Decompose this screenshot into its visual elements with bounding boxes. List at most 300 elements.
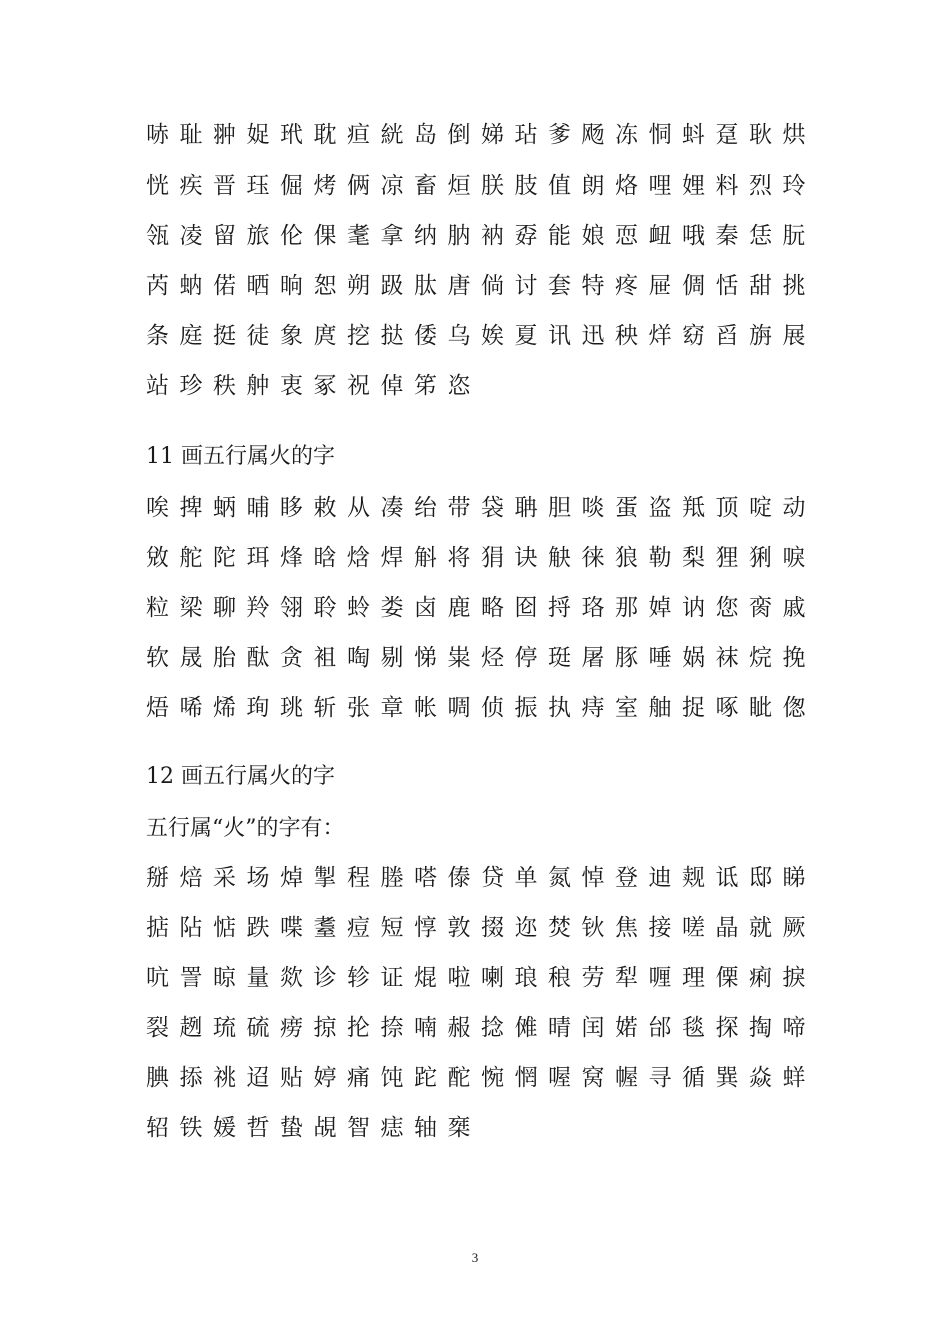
hanzi-char: 轸 — [347, 965, 370, 991]
hanzi-char: 戚 — [782, 595, 806, 621]
hanzi-char: 条 — [146, 323, 169, 349]
hanzi-char: 挖 — [347, 323, 370, 349]
hanzi-char: 烷 — [749, 645, 772, 671]
hanzi-char: 脔 — [749, 595, 772, 621]
hanzi-char: 啁 — [447, 695, 471, 721]
hanzi-char: 娘 — [581, 223, 605, 249]
hanzi-char: 畜 — [414, 173, 437, 199]
hanzi-char: 挽 — [782, 645, 806, 671]
char-line — [146, 268, 826, 304]
hanzi-char: 蛘 — [782, 1065, 806, 1091]
char-line — [146, 318, 826, 354]
hanzi-char: 耿 — [749, 122, 772, 148]
hanzi-char: 啶 — [749, 495, 772, 521]
hanzi-char: 短 — [380, 915, 404, 941]
hanzi-char: 掂 — [146, 915, 169, 941]
hanzi-char: 氮 — [548, 865, 571, 891]
hanzi-char: 偬 — [782, 695, 806, 721]
hanzi-char: 您 — [715, 595, 739, 621]
hanzi-char: 聊 — [213, 595, 236, 621]
hanzi-char: 秦 — [715, 223, 739, 249]
hanzi-char: 趸 — [715, 122, 739, 148]
hanzi-char: 肢 — [514, 173, 538, 199]
hanzi-char: 羝 — [682, 495, 705, 521]
hanzi-char: 掰 — [146, 865, 169, 891]
hanzi-char: 椉 — [447, 1115, 471, 1141]
hanzi-char: 将 — [447, 545, 471, 571]
hanzi-char: 纳 — [414, 223, 437, 249]
section-heading-11: 11 画五行属火的字 — [146, 444, 335, 469]
hanzi-char: 张 — [347, 695, 370, 721]
hanzi-char: 蚋 — [179, 273, 203, 299]
hanzi-char: 蛰 — [280, 1115, 303, 1141]
hanzi-char: 袋 — [481, 495, 504, 521]
hanzi-char: 剔 — [380, 645, 404, 671]
hanzi-char: 烤 — [313, 173, 337, 199]
hanzi-char: 特 — [581, 273, 605, 299]
hanzi-char: 哦 — [682, 223, 705, 249]
hanzi-char: 铁 — [179, 1115, 203, 1141]
hanzi-char: 绐 — [414, 495, 437, 521]
hanzi-char: 捩 — [782, 965, 806, 991]
hanzi-char: 晴 — [548, 1015, 571, 1041]
hanzi-char: 痔 — [581, 695, 605, 721]
hanzi-char: 舳 — [648, 695, 672, 721]
hanzi-char: 旃 — [749, 323, 772, 349]
hanzi-char: 冻 — [615, 122, 638, 148]
hanzi-char: 庭 — [179, 323, 203, 349]
hanzi-char: 瓴 — [146, 223, 169, 249]
hanzi-char: 袜 — [715, 645, 739, 671]
hanzi-char: 倘 — [481, 273, 504, 299]
hanzi-char: 塍 — [380, 865, 404, 891]
hanzi-char: 秧 — [615, 323, 638, 349]
hanzi-char: 接 — [648, 915, 672, 941]
char-line — [146, 960, 826, 996]
hanzi-char: 媛 — [213, 1115, 236, 1141]
hanzi-char: 喔 — [548, 1065, 571, 1091]
hanzi-char: 乌 — [447, 323, 471, 349]
hanzi-char: 蛃 — [213, 495, 236, 521]
hanzi-char: 啼 — [782, 1015, 806, 1041]
hanzi-char: 烯 — [213, 695, 236, 721]
hanzi-char: 凑 — [380, 495, 404, 521]
hanzi-char: 迅 — [581, 323, 605, 349]
hanzi-char: 衷 — [280, 373, 303, 399]
char-line — [146, 1010, 826, 1046]
hanzi-char: 觖 — [548, 545, 571, 571]
hanzi-char: 捭 — [179, 495, 203, 521]
hanzi-char: 迩 — [514, 915, 538, 941]
char-line — [146, 540, 826, 576]
hanzi-char: 痢 — [749, 965, 772, 991]
hanzi-char: 耋 — [313, 915, 337, 941]
hanzi-char: 章 — [380, 695, 404, 721]
hanzi-char: 焜 — [414, 965, 437, 991]
hanzi-char: 耽 — [313, 122, 337, 148]
hanzi-char: 嗒 — [414, 865, 437, 891]
hanzi-char: 玲 — [782, 173, 806, 199]
hanzi-char: 觌 — [682, 865, 705, 891]
hanzi-char: 阽 — [179, 915, 203, 941]
hanzi-char: 唏 — [179, 695, 203, 721]
hanzi-char: 衄 — [648, 223, 672, 249]
hanzi-char: 胆 — [548, 495, 571, 521]
section-subheading-12: 五行属“火”的字有： — [146, 816, 345, 841]
hanzi-char: 惋 — [481, 1065, 504, 1091]
hanzi-char: 芮 — [146, 273, 169, 299]
hanzi-char: 倭 — [414, 323, 437, 349]
hanzi-char: 焦 — [615, 915, 638, 941]
hanzi-char: 烜 — [447, 173, 471, 199]
hanzi-char: 跌 — [246, 915, 270, 941]
hanzi-char: 抡 — [347, 1015, 370, 1041]
hanzi-char: 舀 — [715, 323, 739, 349]
char-line — [146, 640, 826, 676]
hanzi-char: 讨 — [514, 273, 538, 299]
hanzi-char: 烈 — [749, 173, 772, 199]
hanzi-char: 蛋 — [615, 495, 638, 521]
hanzi-char: 恧 — [615, 223, 638, 249]
hanzi-char: 晶 — [715, 915, 739, 941]
hanzi-char: 焓 — [347, 545, 370, 571]
hanzi-char: 循 — [682, 1065, 705, 1091]
hanzi-char: 邰 — [648, 1015, 672, 1041]
hanzi-char: 羚 — [246, 595, 270, 621]
hanzi-char: 徒 — [246, 323, 270, 349]
hanzi-char: 祝 — [347, 373, 370, 399]
hanzi-char: 倜 — [682, 273, 705, 299]
hanzi-char: 挞 — [380, 323, 404, 349]
hanzi-char: 斩 — [313, 695, 337, 721]
hanzi-char: 量 — [246, 965, 270, 991]
char-line — [146, 1060, 826, 1096]
hanzi-char: 舯 — [246, 373, 270, 399]
hanzi-char: 夏 — [514, 323, 538, 349]
hanzi-char: 冢 — [313, 373, 337, 399]
hanzi-char: 晡 — [246, 495, 270, 521]
hanzi-char: 衲 — [481, 223, 504, 249]
hanzi-char: 岛 — [414, 122, 437, 148]
hanzi-char: 晗 — [313, 545, 337, 571]
hanzi-char: 狼 — [615, 545, 638, 571]
hanzi-char: 疾 — [179, 173, 203, 199]
hanzi-char: 诋 — [715, 865, 739, 891]
hanzi-char: 疸 — [347, 122, 370, 148]
hanzi-char: 笫 — [414, 373, 437, 399]
hanzi-char: 酡 — [447, 1065, 471, 1091]
hanzi-char: 留 — [213, 223, 236, 249]
hanzi-char: 舵 — [179, 545, 203, 571]
hanzi-char: 珽 — [548, 645, 571, 671]
hanzi-char: 窝 — [581, 1065, 605, 1091]
hanzi-char: 哧 — [146, 122, 169, 148]
hanzi-char: 套 — [548, 273, 571, 299]
hanzi-char: 痨 — [280, 1015, 303, 1041]
hanzi-char: 焊 — [380, 545, 404, 571]
hanzi-char: 卤 — [414, 595, 437, 621]
hanzi-char: 闰 — [581, 1015, 605, 1041]
hanzi-char: 珣 — [246, 695, 270, 721]
hanzi-char: 振 — [514, 695, 538, 721]
hanzi-char: 掇 — [481, 915, 504, 941]
hanzi-char: 焐 — [146, 695, 169, 721]
hanzi-char: 玷 — [514, 122, 538, 148]
hanzi-char: 顶 — [715, 495, 739, 521]
hanzi-char: 趿 — [380, 273, 404, 299]
hanzi-char: 喱 — [648, 965, 672, 991]
hanzi-char: 琉 — [213, 1015, 236, 1041]
hanzi-char: 探 — [715, 1015, 739, 1041]
hanzi-char: 轴 — [414, 1115, 437, 1141]
hanzi-char: 腆 — [146, 1065, 169, 1091]
hanzi-char: 倬 — [380, 373, 404, 399]
hanzi-char: 掣 — [313, 865, 337, 891]
hanzi-char: 晾 — [213, 965, 236, 991]
hanzi-char: 焱 — [749, 1065, 772, 1091]
hanzi-char: 窈 — [682, 323, 705, 349]
hanzi-char: 登 — [615, 865, 638, 891]
hanzi-char: 恣 — [447, 373, 471, 399]
hanzi-char: 耻 — [179, 122, 203, 148]
hanzi-char: 略 — [481, 595, 504, 621]
hanzi-char: 陀 — [213, 545, 236, 571]
hanzi-char: 掏 — [749, 1015, 772, 1041]
hanzi-char: 朕 — [481, 173, 504, 199]
hanzi-char: 挑 — [782, 273, 806, 299]
hanzi-char: 帐 — [414, 695, 437, 721]
hanzi-char: 痣 — [380, 1115, 404, 1141]
hanzi-char: 邸 — [749, 865, 772, 891]
hanzi-char: 凉 — [380, 173, 404, 199]
hanzi-char: 晒 — [246, 273, 270, 299]
hanzi-char: 场 — [246, 865, 270, 891]
hanzi-char: 轺 — [146, 1115, 169, 1141]
hanzi-char: 赧 — [447, 1015, 471, 1041]
hanzi-char: 裂 — [146, 1015, 169, 1041]
hanzi-char: 烃 — [481, 645, 504, 671]
hanzi-char: 旅 — [246, 223, 270, 249]
hanzi-char: 挺 — [213, 323, 236, 349]
char-line — [146, 368, 826, 404]
hanzi-char: 狷 — [481, 545, 504, 571]
hanzi-char: 能 — [548, 223, 571, 249]
hanzi-char: 肽 — [414, 273, 437, 299]
hanzi-char: 哩 — [648, 173, 672, 199]
hanzi-char: 祧 — [213, 1065, 236, 1091]
hanzi-char: 啄 — [715, 695, 739, 721]
hanzi-char: 嗟 — [682, 915, 705, 941]
hanzi-char: 珏 — [246, 173, 270, 199]
hanzi-char: 娄 — [380, 595, 404, 621]
hanzi-char: 珥 — [246, 545, 270, 571]
hanzi-char: 迪 — [648, 865, 672, 891]
hanzi-char: 娣 — [481, 122, 504, 148]
hanzi-char: 从 — [347, 495, 370, 521]
hanzi-char: 停 — [514, 645, 538, 671]
hanzi-char: 讷 — [682, 595, 705, 621]
hanzi-char: 粜 — [447, 645, 471, 671]
hanzi-char: 掭 — [179, 1065, 203, 1091]
hanzi-char: 证 — [380, 965, 404, 991]
hanzi-char: 啕 — [347, 645, 370, 671]
char-line — [146, 490, 826, 526]
hanzi-char: 幄 — [615, 1065, 638, 1091]
hanzi-char: 那 — [615, 595, 638, 621]
hanzi-char: 恍 — [146, 173, 169, 199]
char-line — [146, 168, 826, 204]
hanzi-char: 巽 — [715, 1065, 739, 1091]
hanzi-char: 钬 — [581, 915, 605, 941]
hanzi-char: 聃 — [514, 495, 538, 521]
hanzi-char: 俩 — [347, 173, 370, 199]
hanzi-char: 徕 — [581, 545, 605, 571]
hanzi-char: 带 — [447, 495, 471, 521]
hanzi-char: 诊 — [313, 965, 337, 991]
hanzi-char: 贪 — [280, 645, 303, 671]
hanzi-char: 覘 — [313, 1115, 337, 1141]
hanzi-char: 梨 — [682, 545, 705, 571]
hanzi-char: 蛉 — [347, 595, 370, 621]
hanzi-char: 粒 — [146, 595, 169, 621]
hanzi-char: 贷 — [481, 865, 504, 891]
hanzi-char: 眵 — [280, 495, 303, 521]
hanzi-char: 贴 — [280, 1065, 303, 1091]
hanzi-char: 盗 — [648, 495, 672, 521]
hanzi-char: 喃 — [414, 1015, 437, 1041]
hanzi-char: 料 — [715, 173, 739, 199]
hanzi-char: 跎 — [414, 1065, 437, 1091]
hanzi-char: 梁 — [179, 595, 203, 621]
hanzi-char: 朊 — [782, 223, 806, 249]
hanzi-char: 猁 — [749, 545, 772, 571]
hanzi-char: 晟 — [179, 645, 203, 671]
hanzi-char: 值 — [548, 173, 571, 199]
hanzi-char: 酞 — [246, 645, 270, 671]
hanzi-char: 啦 — [447, 965, 471, 991]
hanzi-char: 恫 — [648, 122, 672, 148]
char-line — [146, 218, 826, 254]
hanzi-char: 惇 — [414, 915, 437, 941]
hanzi-char: 屠 — [581, 645, 605, 671]
hanzi-char: 庹 — [313, 323, 337, 349]
hanzi-char: 珍 — [179, 373, 203, 399]
hanzi-char: 蚪 — [682, 122, 705, 148]
hanzi-char: 侦 — [481, 695, 504, 721]
hanzi-char: 伦 — [280, 223, 303, 249]
hanzi-char: 欻 — [280, 965, 303, 991]
char-line — [146, 690, 826, 726]
hanzi-char: 硫 — [246, 1015, 270, 1041]
hanzi-char: 哲 — [246, 1115, 270, 1141]
hanzi-char: 烊 — [648, 323, 672, 349]
hanzi-char: 拿 — [380, 223, 404, 249]
hanzi-char: 唐 — [447, 273, 471, 299]
hanzi-char: 傈 — [715, 965, 739, 991]
hanzi-char: 痛 — [347, 1065, 370, 1091]
hanzi-char: 痘 — [347, 915, 370, 941]
hanzi-char: 敕 — [313, 495, 337, 521]
hanzi-char: 珧 — [280, 695, 303, 721]
hanzi-char: 翀 — [213, 122, 236, 148]
hanzi-char: 屉 — [648, 273, 672, 299]
hanzi-char: 唉 — [146, 495, 169, 521]
hanzi-char: 恁 — [749, 223, 772, 249]
char-line — [146, 1110, 826, 1146]
hanzi-char: 烘 — [782, 122, 806, 148]
hanzi-char: 唳 — [782, 545, 806, 571]
hanzi-char: 傣 — [447, 865, 471, 891]
hanzi-char: 睇 — [782, 865, 806, 891]
hanzi-char: 翎 — [280, 595, 303, 621]
hanzi-char: 勒 — [648, 545, 672, 571]
hanzi-char: 晌 — [280, 273, 303, 299]
hanzi-char: 玳 — [280, 122, 303, 148]
hanzi-char: 喇 — [481, 965, 504, 991]
section-heading-12: 12 画五行属火的字 — [146, 764, 335, 789]
hanzi-char: 倒 — [447, 122, 471, 148]
hanzi-char: 理 — [682, 965, 705, 991]
hanzi-char: 迢 — [246, 1065, 270, 1091]
hanzi-char: 烙 — [615, 173, 638, 199]
hanzi-char: 犁 — [615, 965, 638, 991]
hanzi-char: 甜 — [749, 273, 772, 299]
hanzi-char: 唾 — [648, 645, 672, 671]
hanzi-char: 倔 — [280, 173, 303, 199]
hanzi-char: 詈 — [179, 965, 203, 991]
hanzi-char: 惦 — [213, 915, 236, 941]
hanzi-char: 豚 — [615, 645, 638, 671]
hanzi-char: 偌 — [213, 273, 236, 299]
hanzi-char: 珞 — [581, 595, 605, 621]
page-number: 3 — [471, 1250, 479, 1265]
hanzi-char: 娲 — [682, 645, 705, 671]
hanzi-char: 焚 — [548, 915, 571, 941]
hanzi-char: 智 — [347, 1115, 370, 1141]
hanzi-char: 趔 — [179, 1015, 203, 1041]
hanzi-char: 晋 — [213, 173, 236, 199]
hanzi-char: 傩 — [514, 1015, 538, 1041]
hanzi-char: 朔 — [347, 273, 370, 299]
char-line — [146, 860, 826, 896]
hanzi-char: 就 — [749, 915, 772, 941]
hanzi-char: 娭 — [481, 323, 504, 349]
hanzi-char: 展 — [782, 323, 806, 349]
hanzi-char: 恕 — [313, 273, 337, 299]
hanzi-char: 捋 — [548, 595, 571, 621]
hanzi-char: 捉 — [682, 695, 705, 721]
hanzi-char: 婥 — [648, 595, 672, 621]
hanzi-char: 朗 — [581, 173, 605, 199]
hanzi-char: 捻 — [481, 1015, 504, 1041]
char-line — [146, 910, 826, 946]
hanzi-char: 烽 — [280, 545, 303, 571]
hanzi-char: 采 — [213, 865, 236, 891]
hanzi-char: 囵 — [514, 595, 538, 621]
hanzi-char: 悌 — [414, 645, 437, 671]
hanzi-char: 吭 — [146, 965, 169, 991]
hanzi-char: 啖 — [581, 495, 605, 521]
hanzi-char: 婷 — [313, 1065, 337, 1091]
hanzi-char: 鹿 — [447, 595, 471, 621]
hanzi-char: 秩 — [213, 373, 236, 399]
hanzi-char: 悼 — [581, 865, 605, 891]
hanzi-char: 程 — [347, 865, 370, 891]
hanzi-char: 娖 — [246, 122, 270, 148]
hanzi-char: 诀 — [514, 545, 538, 571]
hanzi-char: 婼 — [615, 1015, 638, 1041]
hanzi-char: 执 — [548, 695, 571, 721]
